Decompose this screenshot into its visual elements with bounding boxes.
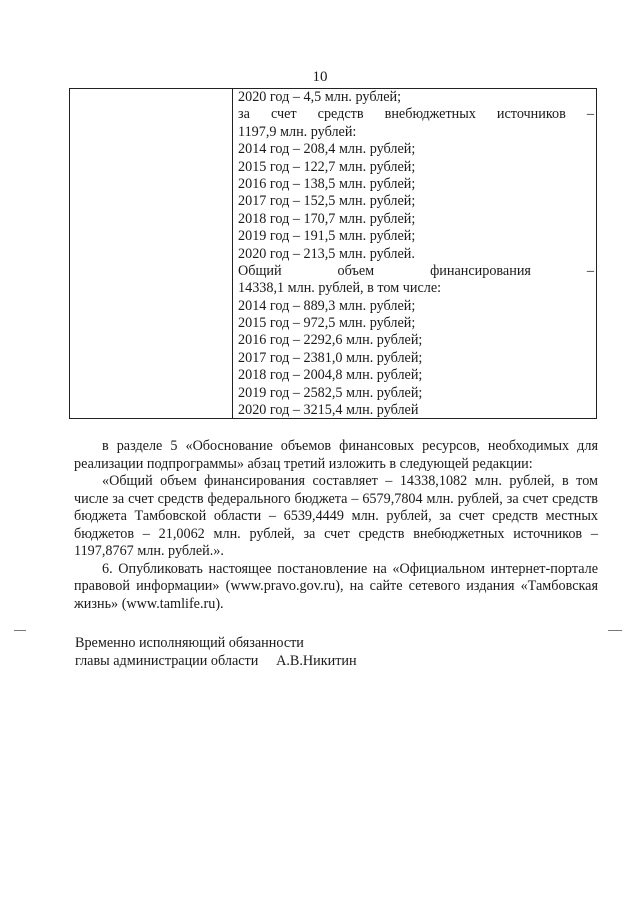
financing-line: 2019 год – 191,5 млн. рублей;: [238, 228, 416, 245]
financing-line: 1197,9 млн. рублей:: [238, 123, 357, 140]
signature-block: [75, 634, 475, 670]
financing-line: 2015 год – 122,7 млн. рублей;: [238, 158, 416, 175]
financing-line: за счет средств внебюджетных источников –: [238, 106, 594, 123]
financing-line: 2018 год – 2004,8 млн. рублей;: [238, 367, 423, 384]
page-number: 10: [312, 69, 328, 85]
financing-line: 2020 год – 3215,4 млн. рублей: [238, 402, 419, 419]
financing-line: 2016 год – 2292,6 млн. рублей;: [238, 332, 423, 349]
scan-mark-right: [608, 630, 622, 631]
financing-line: 2014 год – 208,4 млн. рублей;: [238, 141, 416, 158]
paragraph-publication: 6. Опубликовать настоящее постановление на «Официальном интернет-портале правовой информации» (www.pravo.gov.ru), на сайте сетевого издания «Тамбовская жизнь» (www.tamlife.ru).: [74, 560, 598, 612]
financing-line: 2018 год – 170,7 млн. рублей;: [238, 210, 416, 227]
financing-line: 2015 год – 972,5 млн. рублей;: [238, 315, 416, 332]
financing-line: Общий объем финансирования –: [238, 262, 594, 279]
financing-lines: [238, 89, 594, 419]
table-column-divider: [232, 89, 233, 418]
paragraph-section-5: в разделе 5 «Обоснование объемов финансовых ресурсов, необходимых для реализации подпрограммы» абзац третий изложить в следующей редакции:: [74, 438, 598, 472]
financing-line: 2014 год – 889,3 млн. рублей;: [238, 297, 416, 314]
financing-line: 2019 год – 2582,5 млн. рублей;: [238, 384, 423, 401]
financing-line: 2017 год – 152,5 млн. рублей;: [238, 193, 416, 210]
financing-line: 2020 год – 4,5 млн. рублей;: [238, 89, 402, 105]
signature-name-line: главы администрации области А.В.Никитин: [75, 653, 357, 669]
financing-line: 14338,1 млн. рублей, в том числе:: [238, 280, 442, 297]
paragraph-financing-quote: «Общий объем финансирования составляет – 14338,1082 млн. рублей, в том числе за счет средств федерального бюджета – 6579,7804 млн. рублей, за счет средств бюджета Тамбовской области – 6539,4449 млн. рублей, за счет средств местных бюджетов – 21,0062 млн. рублей, за счет средств внебюджетных источников – 1197,8767 млн. рублей.».: [74, 473, 598, 559]
financing-table: [69, 88, 597, 419]
financing-line: 2016 год – 138,5 млн. рублей;: [238, 175, 416, 192]
document-body: [74, 438, 598, 613]
signature-position: Временно исполняющий обязанности: [75, 635, 304, 651]
financing-line: 2017 год – 2381,0 млн. рублей;: [238, 349, 423, 366]
financing-line: 2020 год – 213,5 млн. рублей.: [238, 245, 415, 262]
scan-mark-left: [14, 630, 26, 631]
